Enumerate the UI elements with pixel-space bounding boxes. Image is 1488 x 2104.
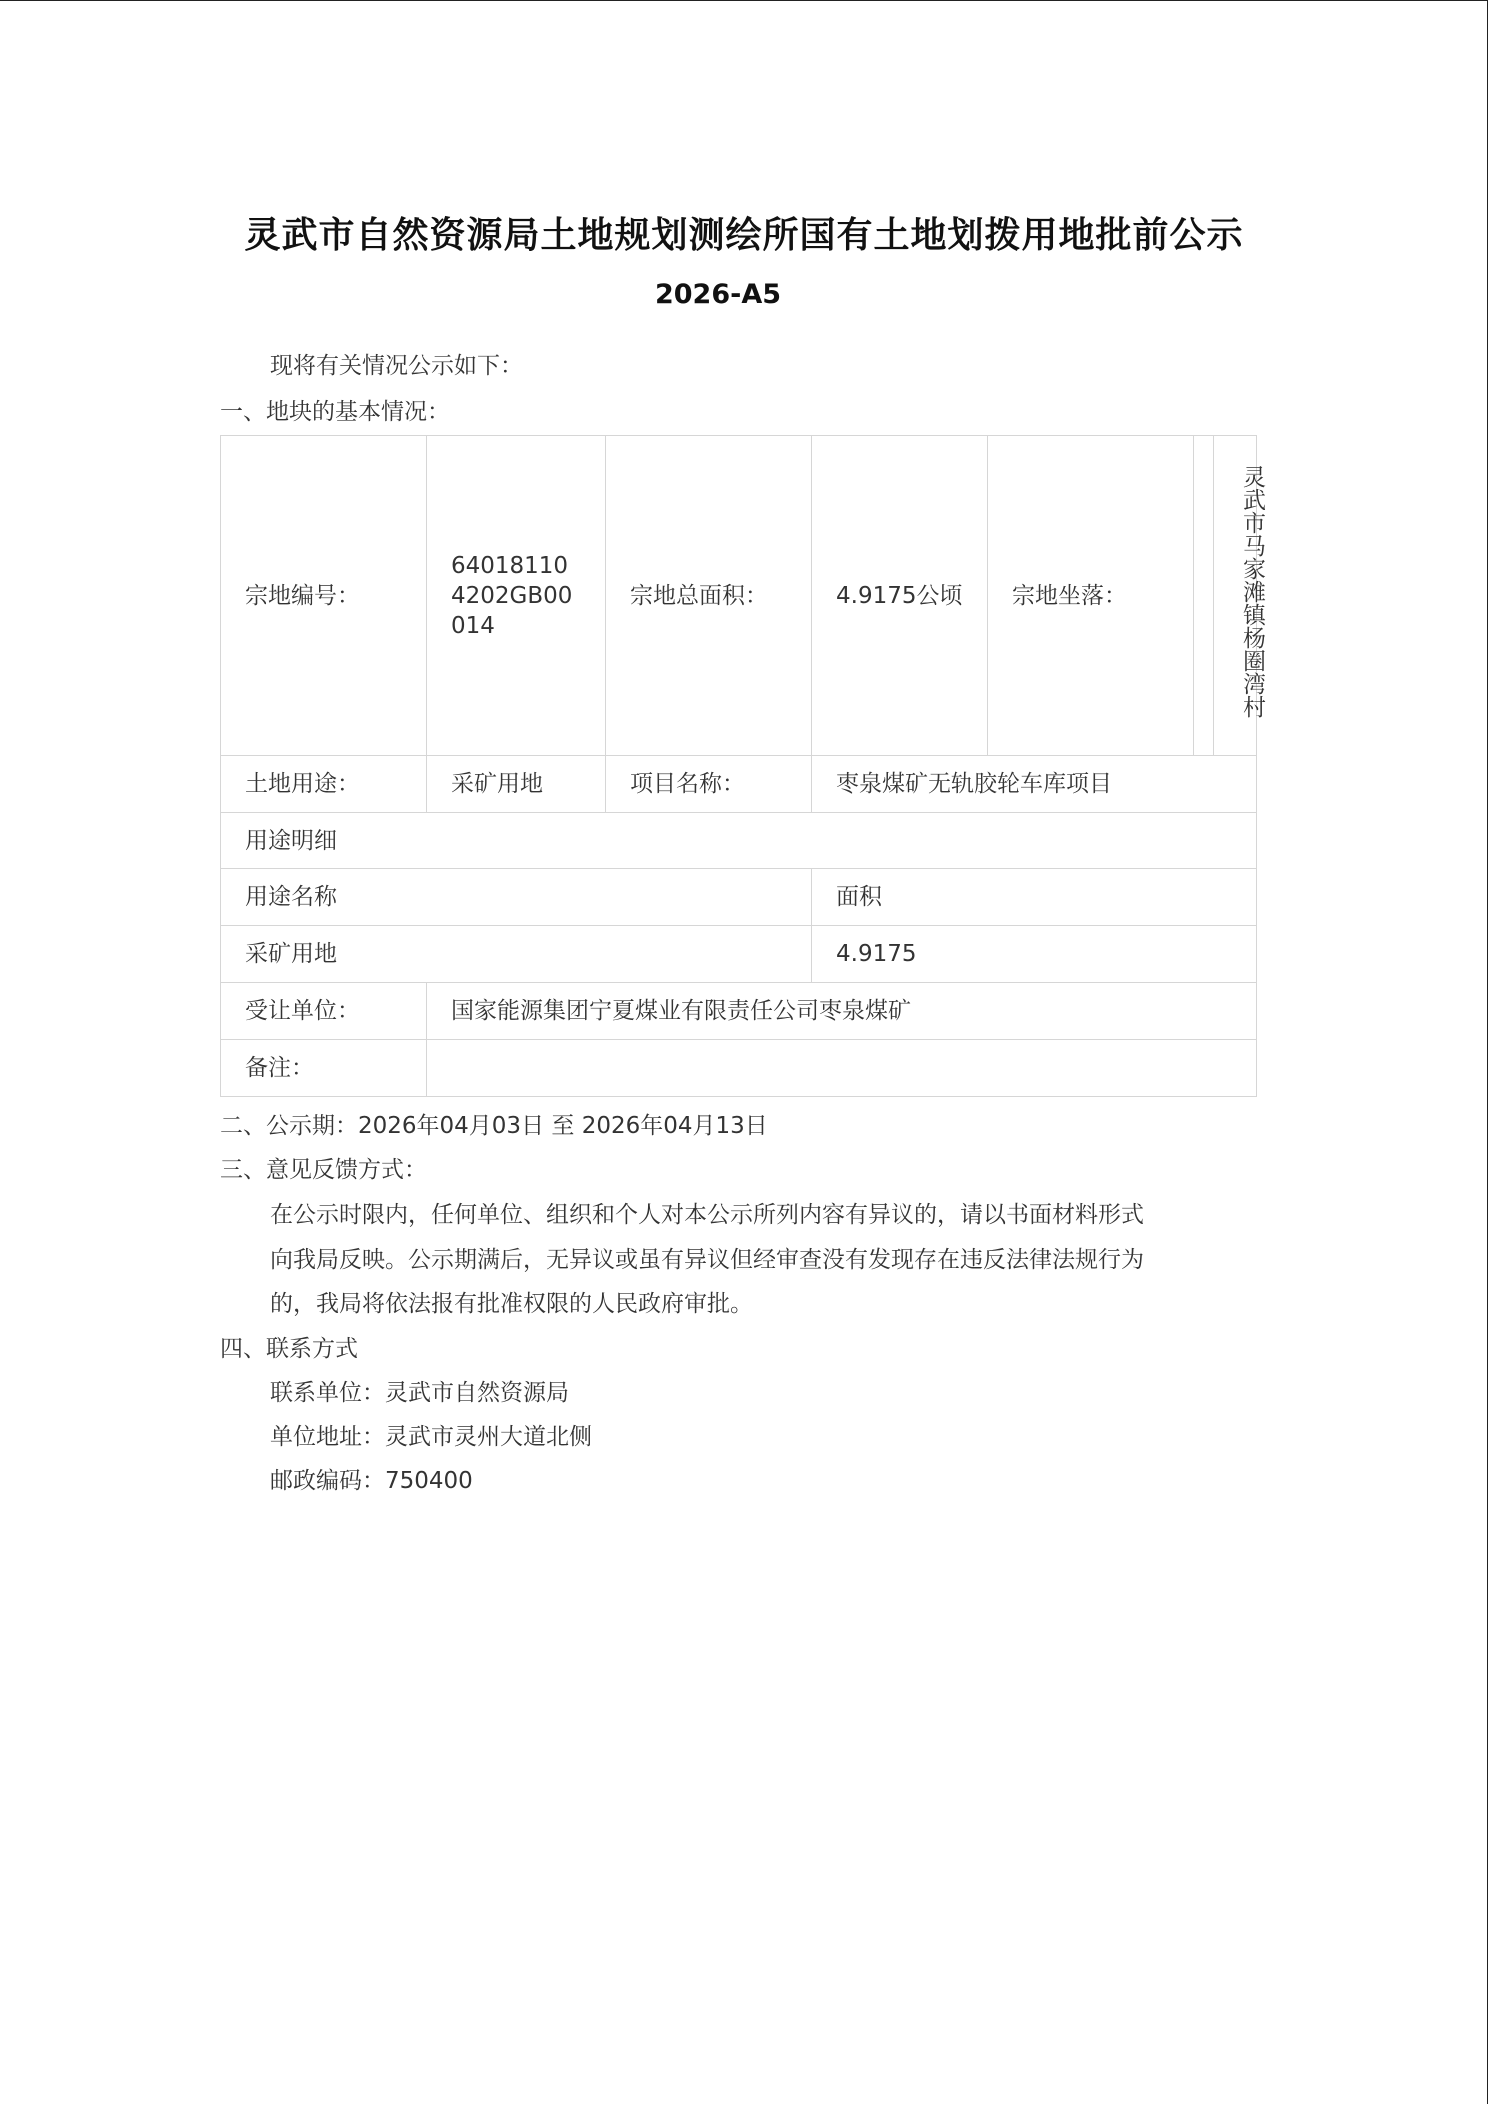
- grantee-value: 国家能源集团宁夏煤业有限责任公司枣泉煤矿: [427, 983, 1257, 1040]
- notice-number: 2026-A5: [654, 279, 782, 310]
- contact-unit: 联系单位：灵武市自然资源局: [270, 1380, 569, 1406]
- contact-address: 单位地址：灵武市灵州大道北侧: [270, 1424, 592, 1450]
- use-name-header: 用途名称: [221, 869, 812, 926]
- location-value-cell: [1214, 436, 1265, 756]
- detail-area: 4.9175: [812, 926, 1257, 983]
- total-area-value: 4.9175公顷: [812, 436, 988, 756]
- table-row: [221, 983, 1257, 1040]
- grantee-label: 受让单位：: [221, 983, 427, 1040]
- project-value: 枣泉煤矿无轨胶轮车库项目: [812, 756, 1257, 813]
- parcel-info-table: [220, 435, 1265, 1097]
- use-detail-label: 用途明细: [221, 813, 1257, 869]
- feedback-line-2: 向我局反映。公示期满后，无异议或虽有异议但经审查没有发现存在违反法律法规行为: [270, 1247, 1144, 1273]
- feedback-line-3: 的，我局将依法报有批准权限的人民政府审批。: [270, 1291, 753, 1317]
- remarks-label: 备注：: [221, 1040, 427, 1097]
- table-row: [221, 1040, 1257, 1097]
- total-area-label: 宗地总面积：: [606, 436, 812, 756]
- section3-heading: 三、意见反馈方式：: [220, 1157, 427, 1183]
- area-header: 面积: [812, 869, 1257, 926]
- remarks-value: [427, 1040, 1257, 1097]
- land-use-label: 土地用途：: [221, 756, 427, 813]
- location-label: 宗地坐落：: [988, 436, 1194, 756]
- parcel-no-label: 宗地编号：: [221, 436, 427, 756]
- intro-text: 现将有关情况公示如下：: [270, 353, 523, 379]
- table-row: [221, 436, 1257, 756]
- location-value: 灵武市马家滩镇杨圈湾村: [1239, 465, 1265, 718]
- table-row: [221, 869, 1257, 926]
- notice-title: 灵武市自然资源局土地规划测绘所国有土地划拨用地批前公示: [244, 215, 1244, 256]
- table-row: [221, 756, 1257, 813]
- table-row: [221, 813, 1257, 869]
- land-use-value: 采矿用地: [427, 756, 606, 813]
- feedback-line-1: 在公示时限内，任何单位、组织和个人对本公示所列内容有异议的，请以书面材料形式: [270, 1202, 1144, 1228]
- section4-heading: 四、联系方式: [220, 1336, 358, 1362]
- parcel-no-value: 640181104202GB00014: [427, 436, 606, 756]
- detail-use-name: 采矿用地: [221, 926, 812, 983]
- location-spacer: [1194, 436, 1214, 756]
- section2-publicity-period: 二、公示期：2026年04月03日 至 2026年04月13日: [220, 1113, 768, 1139]
- project-label: 项目名称：: [606, 756, 812, 813]
- table-row: [221, 926, 1257, 983]
- contact-postcode: 邮政编码：750400: [270, 1468, 473, 1494]
- section1-heading: 一、地块的基本情况：: [220, 399, 450, 425]
